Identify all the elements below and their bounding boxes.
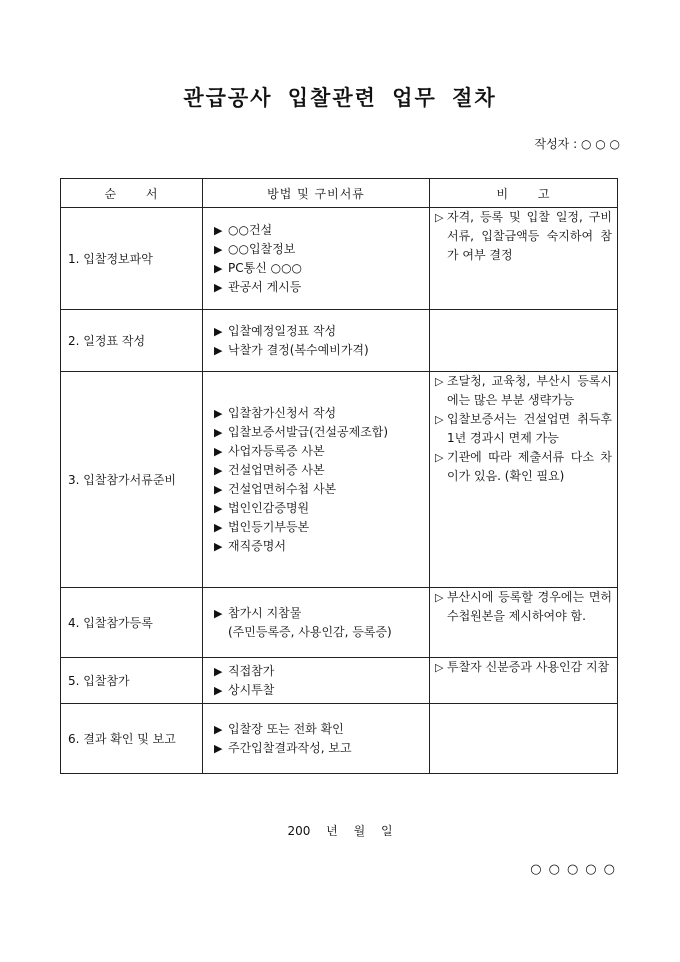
method-item [214, 221, 423, 240]
triangle-bullet-icon: ▶ [214, 683, 223, 697]
method-item [214, 278, 423, 297]
method-text: 법인인감증명원 [228, 500, 310, 515]
header-order: 순 서 [61, 179, 203, 208]
method-item [214, 341, 423, 360]
methods-cell [203, 208, 430, 310]
triangle-bullet-icon: ▶ [214, 280, 223, 294]
triangle-bullet-icon: ▶ [214, 223, 223, 237]
method-text: 법인등기부등본 [228, 519, 310, 534]
method-text: 사업자등록증 사본 [228, 443, 325, 458]
method-item [214, 480, 423, 499]
notes-cell [430, 208, 618, 310]
method-text: ○○건설 [228, 222, 273, 237]
method-text: 주간입찰결과작성, 보고 [228, 740, 352, 755]
note-item [435, 448, 612, 486]
note-text: 기관에 따라 제출서류 다소 차이가 있음. (확인 필요) [447, 450, 612, 483]
method-text: 관공서 게시등 [228, 279, 302, 294]
method-item [214, 518, 423, 537]
outline-triangle-icon: ▷ [435, 211, 444, 224]
note-text: 자격, 등록 및 입찰 일정, 구비서류, 입찰금액등 숙지하여 참가 여부 결정 [447, 210, 612, 262]
table-row [61, 704, 618, 774]
outline-triangle-icon: ▷ [435, 661, 444, 674]
method-text: 입찰장 또는 전화 확인 [228, 721, 344, 736]
triangle-bullet-icon: ▶ [214, 741, 223, 755]
methods-cell [203, 704, 430, 774]
method-text: 입찰예정일정표 작성 [228, 323, 337, 338]
outline-triangle-icon: ▷ [435, 413, 444, 426]
triangle-bullet-icon: ▶ [214, 722, 223, 736]
outline-triangle-icon: ▷ [435, 375, 444, 388]
method-item [214, 442, 423, 461]
method-item [214, 739, 423, 758]
methods-cell [203, 588, 430, 658]
step-cell: 3. 입찰참가서류준비 [61, 372, 203, 588]
triangle-bullet-icon: ▶ [214, 242, 223, 256]
date-line: 200 년 월 일 [287, 824, 393, 838]
method-item [214, 604, 423, 623]
method-item [214, 423, 423, 442]
method-text: 낙찰가 결정(복수예비가격) [228, 342, 369, 357]
method-item [214, 322, 423, 341]
method-item [214, 240, 423, 259]
outline-triangle-icon: ▷ [435, 451, 444, 464]
method-text: ○○입찰정보 [228, 241, 296, 256]
triangle-bullet-icon: ▶ [214, 539, 223, 553]
triangle-bullet-icon: ▶ [214, 343, 223, 357]
table-row [61, 208, 618, 310]
step-cell: 6. 결과 확인 및 보고 [61, 704, 203, 774]
notes-cell [430, 588, 618, 658]
method-item [214, 259, 423, 278]
table-body [61, 208, 618, 774]
method-item [214, 404, 423, 423]
triangle-bullet-icon: ▶ [214, 482, 223, 496]
notes-cell [430, 704, 618, 774]
methods-cell [203, 658, 430, 704]
note-item [435, 372, 612, 410]
note-item [435, 208, 612, 265]
method-subtext: (주민등록증, 사용인감, 등록증) [228, 624, 392, 639]
triangle-bullet-icon: ▶ [214, 324, 223, 338]
page-title: 관급공사 입찰관련 업무 절차 [183, 85, 497, 110]
methods-cell [203, 310, 430, 372]
triangle-bullet-icon: ▶ [214, 501, 223, 515]
method-item [214, 537, 423, 556]
method-item [214, 499, 423, 518]
method-text: 재직증명서 [228, 538, 286, 553]
step-cell: 5. 입찰참가 [61, 658, 203, 704]
triangle-bullet-icon: ▶ [214, 664, 223, 678]
note-item [435, 588, 612, 626]
table-header-row [61, 179, 618, 208]
note-item [435, 658, 612, 677]
header-method: 방법 및 구비서류 [203, 179, 430, 208]
procedure-table [60, 178, 618, 774]
method-text: 직접참가 [228, 663, 275, 678]
method-text: 입찰참가신청서 작성 [228, 405, 337, 420]
method-text: PC통신 ○○○ [228, 260, 303, 275]
methods-cell [203, 372, 430, 588]
step-cell: 4. 입찰참가등록 [61, 588, 203, 658]
method-text: 참가시 지참물 [228, 605, 302, 620]
step-cell: 1. 입찰정보파악 [61, 208, 203, 310]
triangle-bullet-icon: ▶ [214, 520, 223, 534]
triangle-bullet-icon: ▶ [214, 261, 223, 275]
note-text: 조달청, 교육청, 부산시 등록시에는 많은 부분 생략가능 [447, 374, 612, 407]
step-cell: 2. 일정표 작성 [61, 310, 203, 372]
method-text: 상시투찰 [228, 682, 275, 697]
method-item [214, 461, 423, 480]
triangle-bullet-icon: ▶ [214, 444, 223, 458]
table-row [61, 658, 618, 704]
signature: ○○○○○ [530, 862, 622, 877]
triangle-bullet-icon: ▶ [214, 463, 223, 477]
table-row [61, 588, 618, 658]
method-item [214, 720, 423, 739]
method-text: 입찰보증서발급(건설공제조합) [228, 424, 389, 439]
note-text: 입찰보증서는 건설업면 취득후 1년 경과시 면제 가능 [447, 412, 612, 445]
method-item [214, 681, 423, 700]
triangle-bullet-icon: ▶ [214, 406, 223, 420]
method-text: 건설업면허수첩 사본 [228, 481, 337, 496]
notes-cell [430, 310, 618, 372]
outline-triangle-icon: ▷ [435, 591, 444, 604]
method-text: 건설업면허증 사본 [228, 462, 325, 477]
triangle-bullet-icon: ▶ [214, 425, 223, 439]
author-line: 작성자 : ○ ○ ○ [534, 137, 620, 151]
method-item [214, 662, 423, 681]
table-row [61, 310, 618, 372]
table-row [61, 372, 618, 588]
triangle-bullet-icon: ▶ [214, 606, 223, 620]
notes-cell [430, 658, 618, 704]
header-notes: 비 고 [430, 179, 618, 208]
note-text: 투찰자 신분증과 사용인감 지참 [447, 660, 610, 674]
note-text: 부산시에 등록할 경우에는 면허수첩원본을 제시하여야 함. [447, 590, 612, 623]
note-item [435, 410, 612, 448]
notes-cell [430, 372, 618, 588]
